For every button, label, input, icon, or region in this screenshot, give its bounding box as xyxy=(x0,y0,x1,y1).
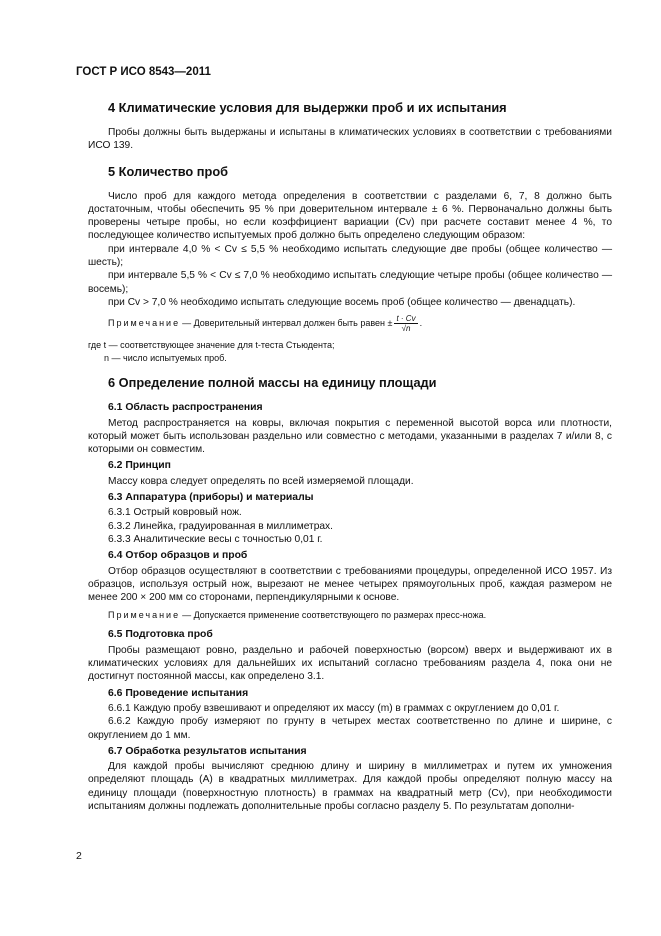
section-5-item-3: при Cv > 7,0 % необходимо испытать следующие восемь проб (общее количество — двенадцать). xyxy=(108,296,576,308)
section-4-heading: 4 Климатические условия для выдержки проб и их испытания xyxy=(108,100,507,115)
confidence-formula xyxy=(394,314,417,333)
subsection-6-4-note xyxy=(108,609,612,622)
note-text: — Допускается применение соответствующего по размерах пресс-ножа. xyxy=(182,610,487,621)
subsection-6-4-heading: 6.4 Отбор образцов и проб xyxy=(108,550,248,562)
subsection-6-6-1: 6.6.1 Каждую пробу взвешивают и определяют их массу (m) в граммах с округлением до 0,01 г. xyxy=(108,702,560,714)
note-label: Примечание xyxy=(108,610,181,621)
subsection-6-1-paragraph: Метод распространяется на ковры, включая покрытия с переменной высотой ворса или плотности, который может быть использован раздельно или совместно с методами, указанными в разделах 7 и/или 8, с которыми он совместим. xyxy=(88,417,612,456)
subsection-6-5-paragraph: Пробы размещают ровно, раздельно и рабочей поверхностью (ворсом) вверх и выдерживают их в климатических условиях для дальнейших их испытаний согласно требованиям раздела 4, пока они не достигнут постоянной массы, как определено 3.1. xyxy=(88,644,612,683)
section-5-heading: 5 Количество проб xyxy=(108,163,229,179)
section-6-heading: 6 Определение полной массы на единицу площади xyxy=(108,375,437,391)
section-4-paragraph: Пробы должны быть выдержаны и испытаны в климатических условиях в соответствии с требованиями ИСО 139. xyxy=(88,127,612,152)
subsection-6-4-paragraph: Отбор образцов осуществляют в соответствии с требованиями процедуры, определенной ИСО 1957. Из образцов, используя острый нож, вырезают не менее четырех прямоугольных проб, каждая размером не менее 200 × 200 мм со сторонами, перпендикулярными к основе. xyxy=(88,565,612,604)
subsection-6-3-1: 6.3.1 Острый ковровый нож. xyxy=(108,507,242,519)
note-label: Примечание xyxy=(108,318,181,329)
subsection-6-3-3: 6.3.3 Аналитические весы с точностью 0,01 г. xyxy=(108,533,323,545)
note-text: — Доверительный интервал должен быть равен ± xyxy=(182,318,393,329)
section-5-paragraph: Число проб для каждого метода определения в соответствии с разделами 6, 7, 8 должно быть достаточным, чтобы обеспечить 95 % при доверительном интервале ± 6 %. Первоначально должны быть проверены четыре пробы, но если коэффициент вариации (Cv) при расчете составит менее 4 %, то последующее количество испытуемых проб должно быть определено следующим образом: xyxy=(88,190,612,242)
subsection-6-2-heading: 6.2 Принцип xyxy=(108,460,171,472)
document-header: ГОСТ Р ИСО 8543—2011 xyxy=(76,66,211,78)
section-5-item-1: при интервале 4,0 % < Cv ≤ 5,5 % необходимо испытать следующие две пробы (общее количество — шесть); xyxy=(88,243,612,269)
section-5-item-2: при интервале 5,5 % < Cv ≤ 7,0 % необходимо испытать следующие четыре пробы (общее количество — восемь); xyxy=(88,270,612,295)
where-line-1: где t — соответствующее значение для t-теста Стьюдента; xyxy=(88,340,335,351)
subsection-6-6-heading: 6.6 Проведение испытания xyxy=(108,687,249,699)
subsection-6-7-paragraph: Для каждой пробы вычисляют среднюю длину и ширину в миллиметрах и путем их умножения определяют площадь (A) в квадратных миллиметрах. Для каждой пробы определяют полную массу на единицу площади (поверхностную плотность) в граммах на квадратный метр (Cv), при необходимости испытаниям должны подлежать дополнительные пробы согласно разделу 5. По результатам дополни- xyxy=(88,761,612,812)
subsection-6-3-2: 6.3.2 Линейка, градуированная в миллиметрах. xyxy=(108,520,333,532)
formula-numerator: t · Cv xyxy=(396,314,416,324)
page-number: 2 xyxy=(76,850,82,862)
section-5-note: Примечание — Доверительный интервал должен быть равен ± $\frac{t \cdot Cv}{√n}$ . xyxy=(108,314,423,334)
subsection-6-7-heading: 6.7 Обработка результатов испытания xyxy=(108,745,307,757)
document-body xyxy=(88,96,612,813)
subsection-6-1-heading: 6.1 Область распространения xyxy=(108,402,263,414)
where-line-2: n — число испытуемых проб. xyxy=(104,352,227,363)
formula-denominator: √n xyxy=(401,324,411,334)
subsection-6-2-paragraph: Массу ковра следует определять по всей измеряемой площади. xyxy=(108,475,414,487)
subsection-6-6-2: 6.6.2 Каждую пробу измеряют по грунту в четырех местах соответственно по длине и ширине, с округлением до 1 мм. xyxy=(88,716,612,741)
subsection-6-5-heading: 6.5 Подготовка проб xyxy=(108,629,213,641)
subsection-6-3-heading: 6.3 Аппаратура (приборы) и материалы xyxy=(108,492,314,504)
